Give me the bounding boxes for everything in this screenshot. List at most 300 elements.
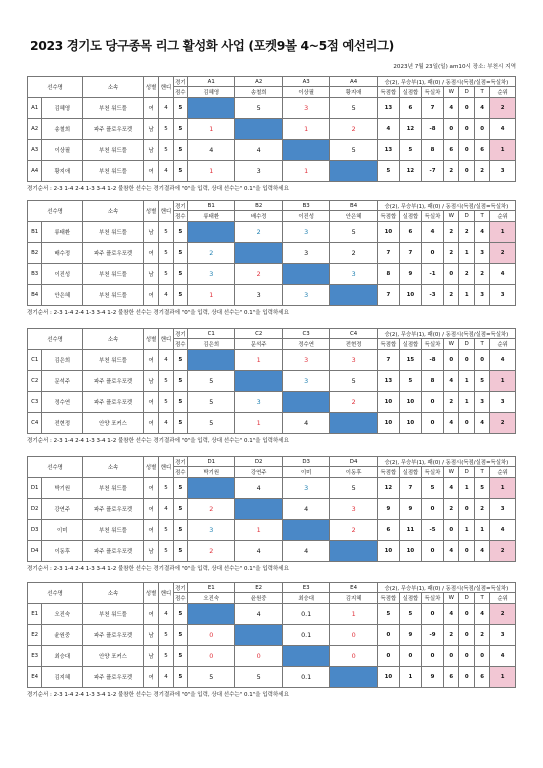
score-against: 9 bbox=[399, 625, 421, 646]
table-row bbox=[28, 667, 516, 688]
player-code: D1 bbox=[28, 478, 42, 499]
player-affiliation: 안양 포커스 bbox=[83, 646, 144, 667]
table-row bbox=[28, 646, 516, 667]
header-opponent-code: E1 bbox=[188, 583, 235, 593]
player-game-score: 5 bbox=[173, 350, 187, 371]
player-handicap: 5 bbox=[159, 392, 173, 413]
score-against: 9 bbox=[399, 499, 421, 520]
header-opponent-name: 박기원 bbox=[188, 467, 235, 478]
score-against: 5 bbox=[399, 140, 421, 161]
wins: 2 bbox=[444, 161, 459, 182]
total: 0 bbox=[474, 119, 489, 140]
header-score-against: 실점합 bbox=[399, 87, 421, 98]
header-opponent-name: 최승대 bbox=[282, 593, 329, 604]
table-row bbox=[28, 392, 516, 413]
self-match-cell bbox=[188, 604, 235, 625]
table-row bbox=[28, 243, 516, 264]
header-opponent-code: D3 bbox=[282, 457, 329, 467]
group-block bbox=[27, 456, 516, 572]
player-gender: 남 bbox=[143, 119, 158, 140]
player-name: 김혜영 bbox=[42, 98, 83, 119]
header-handicap: 핸디 bbox=[159, 201, 173, 222]
player-name: 최승대 bbox=[42, 646, 83, 667]
match-result: 1 bbox=[282, 119, 329, 140]
player-code: E1 bbox=[28, 604, 42, 625]
header-game: 경기 bbox=[173, 201, 187, 211]
self-match-cell bbox=[235, 119, 282, 140]
header-opponent-code: B2 bbox=[235, 201, 282, 211]
match-result: 5 bbox=[188, 371, 235, 392]
header-opponent-name: 황지애 bbox=[330, 87, 377, 98]
match-result: 0 bbox=[330, 646, 377, 667]
player-code: E3 bbox=[28, 646, 42, 667]
header-score: 점수 bbox=[173, 593, 187, 604]
score-against: 10 bbox=[399, 413, 421, 434]
self-match-cell bbox=[188, 478, 235, 499]
player-name: 문석주 bbox=[42, 371, 83, 392]
rank: 3 bbox=[490, 161, 516, 182]
player-name: 윤원중 bbox=[42, 625, 83, 646]
self-match-cell bbox=[282, 392, 329, 413]
score-for: 12 bbox=[377, 478, 399, 499]
match-result: 0 bbox=[330, 625, 377, 646]
draws: 2 bbox=[459, 222, 474, 243]
player-game-score: 5 bbox=[173, 604, 187, 625]
match-result: 3 bbox=[330, 264, 377, 285]
player-game-score: 5 bbox=[173, 625, 187, 646]
player-game-score: 5 bbox=[173, 264, 187, 285]
total: 4 bbox=[474, 541, 489, 562]
header-w: W bbox=[444, 593, 459, 604]
header-opponent-name: 윤원중 bbox=[235, 593, 282, 604]
draws: 1 bbox=[459, 520, 474, 541]
player-name: 송철희 bbox=[42, 119, 83, 140]
header-opponent-code: E3 bbox=[282, 583, 329, 593]
wins: 4 bbox=[444, 541, 459, 562]
match-result: 3 bbox=[282, 98, 329, 119]
player-affiliation: 파주 플로우포켓 bbox=[83, 371, 144, 392]
wins: 6 bbox=[444, 667, 459, 688]
rank: 2 bbox=[490, 243, 516, 264]
wins: 0 bbox=[444, 264, 459, 285]
draws: 0 bbox=[459, 667, 474, 688]
player-code: A4 bbox=[28, 161, 42, 182]
score-diff: 8 bbox=[421, 140, 443, 161]
rank: 1 bbox=[490, 140, 516, 161]
draws: 0 bbox=[459, 119, 474, 140]
header-game: 경기 bbox=[173, 329, 187, 339]
score-diff: 5 bbox=[421, 478, 443, 499]
wins: 0 bbox=[444, 646, 459, 667]
header-opponent-code: A2 bbox=[235, 77, 282, 87]
header-handicap: 핸디 bbox=[159, 77, 173, 98]
header-opponent-name: 오진숙 bbox=[188, 593, 235, 604]
header-opponent-name: 김은희 bbox=[188, 339, 235, 350]
header-player: 선수명 bbox=[28, 77, 83, 98]
header-opponent-name: 이상필 bbox=[282, 87, 329, 98]
player-affiliation: 부천 워드풀 bbox=[83, 98, 144, 119]
table-row bbox=[28, 161, 516, 182]
match-result: 3 bbox=[235, 285, 282, 306]
match-result: 2 bbox=[188, 499, 235, 520]
match-result: 0 bbox=[188, 646, 235, 667]
header-opponent-name: 안은혜 bbox=[330, 211, 377, 222]
self-match-cell bbox=[282, 264, 329, 285]
score-for: 10 bbox=[377, 392, 399, 413]
header-diff: 득실차 bbox=[421, 87, 443, 98]
group-block bbox=[27, 76, 516, 192]
match-order-note: 경기순서 : 2-3 1-4 2-4 1-3 3-4 1-2 불참한 선수는 경기결과에 "0"을 입력, 상대 선수는" 0.1"을 입력하세요 bbox=[27, 438, 289, 444]
draws: 0 bbox=[459, 140, 474, 161]
player-gender: 여 bbox=[143, 604, 158, 625]
score-against: 7 bbox=[399, 478, 421, 499]
score-for: 10 bbox=[377, 667, 399, 688]
player-handicap: 5 bbox=[159, 243, 173, 264]
header-opponent-name: 송철희 bbox=[235, 87, 282, 98]
total: 2 bbox=[474, 625, 489, 646]
header-summary: 승(2), 무승부(1), 패(0) / 동점시(득점/실점=득실차) bbox=[377, 583, 515, 593]
self-match-cell bbox=[188, 98, 235, 119]
score-for: 5 bbox=[377, 161, 399, 182]
header-opponent-name: 전현정 bbox=[330, 339, 377, 350]
table-row bbox=[28, 119, 516, 140]
match-result: 4 bbox=[235, 604, 282, 625]
self-match-cell bbox=[235, 625, 282, 646]
player-game-score: 5 bbox=[173, 392, 187, 413]
rank: 4 bbox=[490, 350, 516, 371]
self-match-cell bbox=[330, 541, 377, 562]
league-table bbox=[27, 328, 516, 434]
player-code: A2 bbox=[28, 119, 42, 140]
event-info: 2023년 7월 23일(일) am10시 장소: 부천시 지역 bbox=[393, 64, 516, 70]
player-game-score: 5 bbox=[173, 222, 187, 243]
rank: 4 bbox=[490, 646, 516, 667]
player-handicap: 4 bbox=[159, 604, 173, 625]
header-summary: 승(2), 무승부(1), 패(0) / 동점시(득점/실점=득실차) bbox=[377, 77, 515, 87]
group-block bbox=[27, 582, 516, 698]
player-code: A1 bbox=[28, 98, 42, 119]
score-for: 0 bbox=[377, 646, 399, 667]
header-player: 선수명 bbox=[28, 329, 83, 350]
header-opponent-code: D1 bbox=[188, 457, 235, 467]
score-for: 5 bbox=[377, 604, 399, 625]
header-handicap: 핸디 bbox=[159, 329, 173, 350]
match-result: 3 bbox=[188, 264, 235, 285]
draws: 1 bbox=[459, 285, 474, 306]
total: 3 bbox=[474, 243, 489, 264]
match-result: 1 bbox=[188, 161, 235, 182]
player-game-score: 5 bbox=[173, 161, 187, 182]
header-diff: 득실차 bbox=[421, 339, 443, 350]
player-code: A3 bbox=[28, 140, 42, 161]
player-code: C1 bbox=[28, 350, 42, 371]
wins: 0 bbox=[444, 350, 459, 371]
player-code: C4 bbox=[28, 413, 42, 434]
header-opponent-name: 문석주 bbox=[235, 339, 282, 350]
player-affiliation: 파주 플로우포켓 bbox=[83, 243, 144, 264]
player-handicap: 4 bbox=[159, 413, 173, 434]
header-rank: 순위 bbox=[490, 467, 516, 478]
total: 2 bbox=[474, 161, 489, 182]
player-affiliation: 부천 워드풀 bbox=[83, 140, 144, 161]
self-match-cell bbox=[282, 646, 329, 667]
player-name: 이상필 bbox=[42, 140, 83, 161]
player-affiliation: 부천 워드풀 bbox=[83, 285, 144, 306]
match-result: 3 bbox=[330, 350, 377, 371]
header-opponent-name: 정수연 bbox=[282, 339, 329, 350]
header-opponent-code: B4 bbox=[330, 201, 377, 211]
score-diff: -5 bbox=[421, 520, 443, 541]
header-gender: 성별 bbox=[143, 583, 158, 604]
score-against: 11 bbox=[399, 520, 421, 541]
self-match-cell bbox=[235, 499, 282, 520]
player-gender: 여 bbox=[143, 520, 158, 541]
match-result: 4 bbox=[235, 541, 282, 562]
table-row bbox=[28, 285, 516, 306]
header-player: 선수명 bbox=[28, 457, 83, 478]
match-result: 2 bbox=[330, 520, 377, 541]
self-match-cell bbox=[282, 520, 329, 541]
match-result: 5 bbox=[330, 140, 377, 161]
score-diff: 8 bbox=[421, 371, 443, 392]
header-rank: 순위 bbox=[490, 211, 516, 222]
player-code: C3 bbox=[28, 392, 42, 413]
player-name: 이미 bbox=[42, 520, 83, 541]
match-order-note: 경기순서 : 2-3 1-4 2-4 1-3 3-4 1-2 불참한 선수는 경기결과에 "0"을 입력, 상대 선수는" 0.1"을 입력하세요 bbox=[27, 692, 289, 698]
self-match-cell bbox=[188, 350, 235, 371]
player-name: 김지혜 bbox=[42, 667, 83, 688]
header-game: 경기 bbox=[173, 77, 187, 87]
draws: 1 bbox=[459, 243, 474, 264]
score-against: 10 bbox=[399, 285, 421, 306]
score-against: 15 bbox=[399, 350, 421, 371]
draws: 1 bbox=[459, 392, 474, 413]
match-result: 3 bbox=[282, 285, 329, 306]
wins: 2 bbox=[444, 499, 459, 520]
player-name: 박기원 bbox=[42, 478, 83, 499]
score-diff: -7 bbox=[421, 161, 443, 182]
match-result: 5 bbox=[330, 222, 377, 243]
header-score-for: 득점합 bbox=[377, 339, 399, 350]
player-handicap: 5 bbox=[159, 625, 173, 646]
score-for: 13 bbox=[377, 98, 399, 119]
player-affiliation: 파주 플로우포켓 bbox=[83, 119, 144, 140]
score-for: 7 bbox=[377, 350, 399, 371]
score-for: 0 bbox=[377, 625, 399, 646]
match-result: 2 bbox=[330, 392, 377, 413]
header-summary: 승(2), 무승부(1), 패(0) / 동점시(득점/실점=득실차) bbox=[377, 329, 515, 339]
wins: 2 bbox=[444, 625, 459, 646]
player-gender: 여 bbox=[143, 161, 158, 182]
header-diff: 득실차 bbox=[421, 211, 443, 222]
header-gender: 성별 bbox=[143, 77, 158, 98]
player-game-score: 5 bbox=[173, 541, 187, 562]
league-table bbox=[27, 582, 516, 688]
wins: 2 bbox=[444, 392, 459, 413]
match-result: 2 bbox=[235, 222, 282, 243]
player-affiliation: 안양 포커스 bbox=[83, 413, 144, 434]
score-diff: 0 bbox=[421, 646, 443, 667]
self-match-cell bbox=[282, 140, 329, 161]
rank: 2 bbox=[490, 98, 516, 119]
match-result: 0.1 bbox=[282, 667, 329, 688]
match-result: 5 bbox=[330, 98, 377, 119]
total: 4 bbox=[474, 222, 489, 243]
total: 6 bbox=[474, 667, 489, 688]
match-result: 2 bbox=[330, 243, 377, 264]
draws: 0 bbox=[459, 541, 474, 562]
header-d: D bbox=[459, 339, 474, 350]
draws: 0 bbox=[459, 646, 474, 667]
player-gender: 남 bbox=[143, 541, 158, 562]
player-handicap: 5 bbox=[159, 541, 173, 562]
header-score: 점수 bbox=[173, 87, 187, 98]
wins: 4 bbox=[444, 371, 459, 392]
draws: 0 bbox=[459, 499, 474, 520]
draws: 1 bbox=[459, 478, 474, 499]
header-affiliation: 소속 bbox=[83, 457, 144, 478]
table-row bbox=[28, 604, 516, 625]
header-opponent-name: 배수정 bbox=[235, 211, 282, 222]
header-game: 경기 bbox=[173, 457, 187, 467]
player-handicap: 4 bbox=[159, 285, 173, 306]
player-name: 황지애 bbox=[42, 161, 83, 182]
draws: 0 bbox=[459, 413, 474, 434]
header-opponent-code: C1 bbox=[188, 329, 235, 339]
total: 4 bbox=[474, 98, 489, 119]
self-match-cell bbox=[330, 285, 377, 306]
group-block bbox=[27, 328, 516, 444]
total: 0 bbox=[474, 350, 489, 371]
wins: 4 bbox=[444, 478, 459, 499]
player-gender: 남 bbox=[143, 222, 158, 243]
match-result: 5 bbox=[188, 413, 235, 434]
match-result: 2 bbox=[330, 119, 377, 140]
wins: 4 bbox=[444, 604, 459, 625]
header-player: 선수명 bbox=[28, 583, 83, 604]
player-gender: 남 bbox=[143, 625, 158, 646]
table-row bbox=[28, 371, 516, 392]
score-against: 1 bbox=[399, 667, 421, 688]
match-result: 4 bbox=[282, 413, 329, 434]
self-match-cell bbox=[330, 413, 377, 434]
header-score-against: 실점합 bbox=[399, 339, 421, 350]
table-row bbox=[28, 478, 516, 499]
player-handicap: 5 bbox=[159, 222, 173, 243]
header-rank: 순위 bbox=[490, 87, 516, 98]
player-affiliation: 파주 플로우포켓 bbox=[83, 499, 144, 520]
wins: 2 bbox=[444, 222, 459, 243]
player-game-score: 5 bbox=[173, 413, 187, 434]
total: 6 bbox=[474, 140, 489, 161]
player-handicap: 5 bbox=[159, 520, 173, 541]
player-affiliation: 파주 플로우포켓 bbox=[83, 541, 144, 562]
header-opponent-code: C3 bbox=[282, 329, 329, 339]
wins: 4 bbox=[444, 98, 459, 119]
draws: 0 bbox=[459, 350, 474, 371]
score-diff: 0 bbox=[421, 392, 443, 413]
header-opponent-name: 강연주 bbox=[235, 467, 282, 478]
wins: 6 bbox=[444, 140, 459, 161]
score-against: 9 bbox=[399, 264, 421, 285]
match-result: 5 bbox=[330, 478, 377, 499]
draws: 0 bbox=[459, 625, 474, 646]
header-opponent-code: E2 bbox=[235, 583, 282, 593]
player-gender: 남 bbox=[143, 140, 158, 161]
player-code: D4 bbox=[28, 541, 42, 562]
player-affiliation: 파주 플로우포켓 bbox=[83, 667, 144, 688]
match-result: 4 bbox=[282, 499, 329, 520]
match-result: 1 bbox=[188, 119, 235, 140]
score-against: 6 bbox=[399, 98, 421, 119]
player-game-score: 5 bbox=[173, 243, 187, 264]
self-match-cell bbox=[235, 243, 282, 264]
header-d: D bbox=[459, 593, 474, 604]
wins: 0 bbox=[444, 520, 459, 541]
table-row bbox=[28, 413, 516, 434]
player-affiliation: 부천 워드풀 bbox=[83, 350, 144, 371]
score-for: 4 bbox=[377, 119, 399, 140]
total: 4 bbox=[474, 413, 489, 434]
league-table bbox=[27, 200, 516, 306]
score-against: 12 bbox=[399, 119, 421, 140]
score-for: 7 bbox=[377, 243, 399, 264]
header-rank: 순위 bbox=[490, 339, 516, 350]
player-game-score: 5 bbox=[173, 119, 187, 140]
header-score-for: 득점합 bbox=[377, 593, 399, 604]
match-result: 0 bbox=[235, 646, 282, 667]
rank: 3 bbox=[490, 285, 516, 306]
header-score-against: 실점합 bbox=[399, 211, 421, 222]
page-title: 2023 경기도 당구종목 리그 활성화 사업 (포켓9볼 4~5점 예선리그) bbox=[30, 38, 394, 53]
rank: 3 bbox=[490, 392, 516, 413]
table-row bbox=[28, 140, 516, 161]
player-code: E2 bbox=[28, 625, 42, 646]
player-name: 배수정 bbox=[42, 243, 83, 264]
score-diff: -8 bbox=[421, 350, 443, 371]
player-affiliation: 부천 워드풀 bbox=[83, 520, 144, 541]
draws: 2 bbox=[459, 264, 474, 285]
header-diff: 득실차 bbox=[421, 467, 443, 478]
rank: 1 bbox=[490, 667, 516, 688]
self-match-cell bbox=[235, 371, 282, 392]
total: 2 bbox=[474, 499, 489, 520]
player-name: 강연주 bbox=[42, 499, 83, 520]
player-handicap: 4 bbox=[159, 667, 173, 688]
player-game-score: 5 bbox=[173, 667, 187, 688]
player-name: 전현정 bbox=[42, 413, 83, 434]
score-against: 12 bbox=[399, 161, 421, 182]
match-result: 5 bbox=[330, 371, 377, 392]
player-affiliation: 부천 워드풀 bbox=[83, 604, 144, 625]
header-score-for: 득점합 bbox=[377, 87, 399, 98]
player-affiliation: 파주 플로우포켓 bbox=[83, 392, 144, 413]
match-result: 3 bbox=[235, 392, 282, 413]
header-opponent-name: 이진성 bbox=[282, 211, 329, 222]
header-score-against: 실점합 bbox=[399, 467, 421, 478]
score-for: 7 bbox=[377, 285, 399, 306]
score-for: 13 bbox=[377, 140, 399, 161]
score-for: 13 bbox=[377, 371, 399, 392]
player-handicap: 5 bbox=[159, 119, 173, 140]
player-name: 류태환 bbox=[42, 222, 83, 243]
header-player: 선수명 bbox=[28, 201, 83, 222]
player-game-score: 5 bbox=[173, 140, 187, 161]
match-result: 3 bbox=[282, 371, 329, 392]
header-handicap: 핸디 bbox=[159, 457, 173, 478]
header-opponent-name: 김지혜 bbox=[330, 593, 377, 604]
match-result: 3 bbox=[282, 222, 329, 243]
